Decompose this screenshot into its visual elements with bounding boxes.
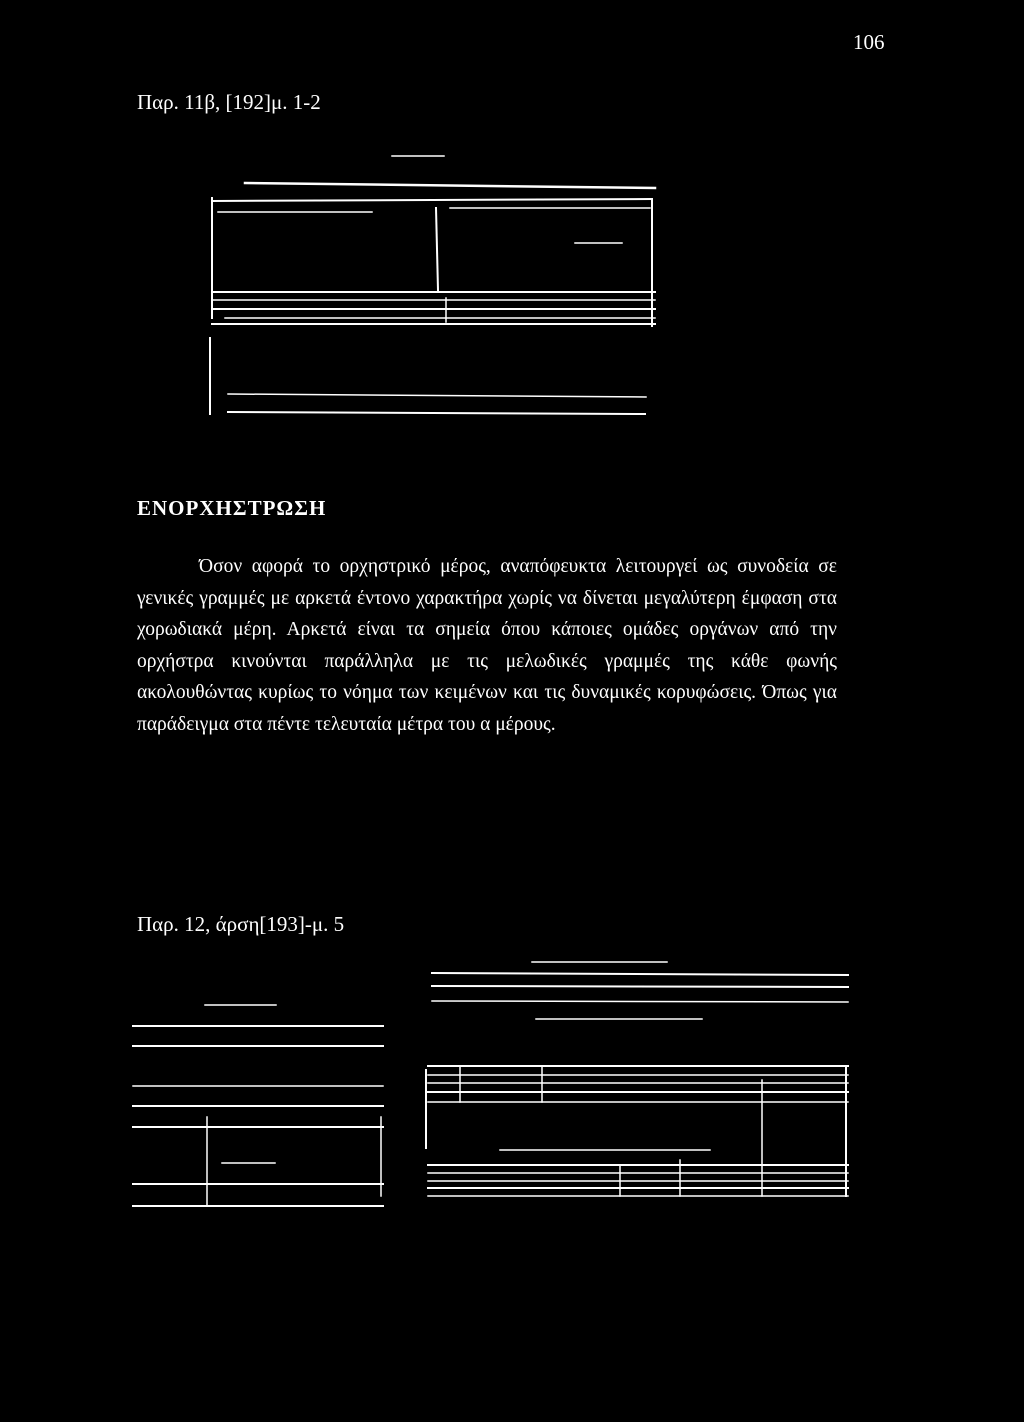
figure-2-caption: Παρ. 12, άρση[193]-μ. 5 bbox=[137, 912, 345, 936]
figure-1-caption: Παρ. 11β, [192]μ. 1-2 bbox=[137, 90, 321, 114]
page-number: 106 bbox=[853, 30, 885, 54]
section-heading: ΕΝΟΡΧΗΣΤΡΩΣΗ bbox=[137, 496, 327, 520]
body-paragraph: Όσον αφορά το ορχηστρικό μέρος, αναπόφευκτα λειτουργεί ως συνοδεία σε γενικές γραμμές με αρκετά έντονο χαρακτήρα χωρίς να δίνεται μεγαλύτερη έμφαση στα χορωδιακά μέρη. Αρκετά είναι τα σημεία όπου κάποιες ομάδες οργάνων από την ορχήστρα κινούνται παράλληλα με τις μελωδικές γραμμές της κάθε φωνής ακολουθώντας κυρίως το νόημα των κειμένων και τις δυναμικές κορυφώσεις. Όπως για παράδειγμα στα πέντε τελευταία μέτρα του α μέρους. bbox=[137, 556, 837, 735]
